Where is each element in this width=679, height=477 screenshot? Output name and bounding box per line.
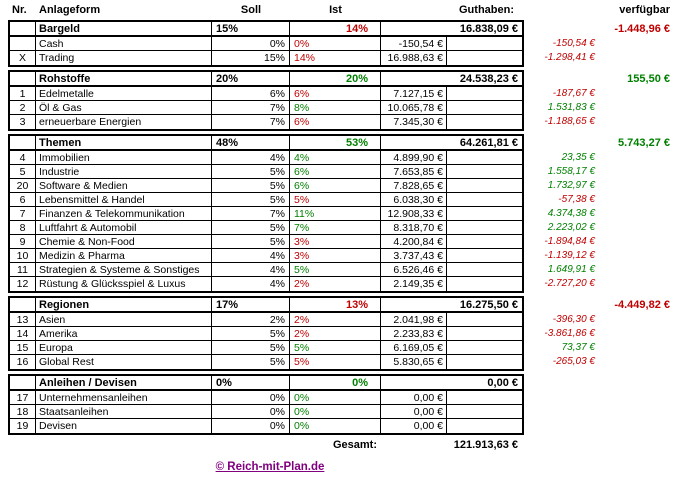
table-row — [10, 87, 522, 101]
section-ist: 20% — [290, 72, 381, 85]
row-nr: 2 — [10, 101, 36, 114]
row-spacer — [447, 405, 522, 418]
row-verfuegbar: -265,03 € — [552, 356, 595, 367]
row-guthaben: 4.899,90 € — [381, 151, 447, 164]
section-bargeld — [8, 20, 679, 67]
row-name: Öl & Gas — [36, 101, 212, 114]
row-name: Trading — [36, 51, 212, 65]
table-row — [10, 207, 522, 221]
row-verfuegbar — [524, 405, 679, 419]
row-name: Cash — [36, 37, 212, 50]
section-verfuegbar: 155,50 € — [627, 73, 670, 85]
row-verfuegbar: -57,38 € — [558, 194, 595, 205]
row-soll: 7% — [212, 115, 290, 129]
row-verfuegbar: 2.223,02 € — [547, 222, 595, 233]
header-anlageform: Anlageform — [39, 4, 101, 16]
row-soll: 0% — [212, 405, 290, 418]
total-row — [10, 438, 679, 452]
row-ist: 2% — [290, 277, 381, 291]
row-name: Immobilien — [36, 151, 212, 164]
row-name: Rüstung & Glücksspiel & Luxus — [36, 277, 212, 291]
row-ist: 2% — [290, 313, 381, 326]
row-guthaben: 3.737,43 € — [381, 249, 447, 262]
row-nr: 7 — [10, 207, 36, 220]
section-guthaben: 64.261,81 € — [459, 137, 518, 149]
section-title: Bargeld — [36, 22, 212, 35]
section-guthaben: 0,00 € — [487, 377, 518, 389]
row-verfuegbar: 1.732,97 € — [547, 180, 595, 191]
row-spacer — [447, 207, 522, 220]
row-name: Industrie — [36, 165, 212, 178]
row-verfuegbar — [524, 391, 679, 405]
row-name: Europa — [36, 341, 212, 354]
verfuegbar-column — [524, 134, 679, 293]
section-header-row — [10, 298, 522, 313]
row-spacer — [447, 313, 522, 326]
section-ist: 53% — [290, 136, 381, 149]
section-verfuegbar: -1.448,96 € — [614, 23, 670, 35]
section-verfuegbar: -4.449,82 € — [614, 299, 670, 311]
section-soll: 17% — [212, 298, 290, 311]
verfuegbar-column — [524, 374, 679, 435]
table-row — [10, 405, 522, 419]
row-verfuegbar: -1.188,65 € — [544, 116, 595, 127]
row-soll: 5% — [212, 355, 290, 369]
section-nr-cell — [10, 22, 36, 35]
row-spacer — [447, 341, 522, 354]
verfuegbar-column — [524, 70, 679, 131]
footer — [0, 461, 540, 473]
row-name: Lebensmittel & Handel — [36, 193, 212, 206]
row-name: Amerika — [36, 327, 212, 340]
row-soll: 5% — [212, 235, 290, 248]
row-soll: 0% — [212, 37, 290, 50]
row-verfuegbar: 4.374,38 € — [547, 208, 595, 219]
row-nr: 11 — [10, 263, 36, 276]
row-ist: 5% — [290, 341, 381, 354]
row-guthaben: 2.149,35 € — [381, 277, 447, 291]
section-verfuegbar: 5.743,27 € — [618, 137, 670, 149]
row-guthaben: 6.038,30 € — [381, 193, 447, 206]
section-nr-cell — [10, 72, 36, 85]
row-guthaben: 7.127,15 € — [381, 87, 447, 100]
row-verfuegbar: 1.558,17 € — [547, 166, 595, 177]
table-row — [10, 115, 522, 129]
row-spacer — [447, 235, 522, 248]
row-ist: 7% — [290, 221, 381, 234]
section-table — [8, 374, 524, 435]
row-verfuegbar: -1.894,84 € — [544, 236, 595, 247]
row-ist: 5% — [290, 263, 381, 276]
row-guthaben: 2.041,98 € — [381, 313, 447, 326]
row-guthaben: 5.830,65 € — [381, 355, 447, 369]
row-guthaben: 7.653,85 € — [381, 165, 447, 178]
section-guthaben: 16.275,50 € — [459, 299, 518, 311]
section-title: Rohstoffe — [36, 72, 212, 85]
row-soll: 5% — [212, 327, 290, 340]
row-spacer — [447, 277, 522, 291]
row-guthaben: 0,00 € — [381, 391, 447, 404]
table-row — [10, 263, 522, 277]
row-ist: 0% — [290, 37, 381, 50]
row-name: Finanzen & Telekommunikation — [36, 207, 212, 220]
section-soll: 0% — [212, 376, 290, 389]
table-row — [10, 327, 522, 341]
row-soll: 4% — [212, 263, 290, 276]
row-soll: 0% — [212, 391, 290, 404]
row-spacer — [447, 419, 522, 433]
row-nr: 15 — [10, 341, 36, 354]
row-ist: 2% — [290, 327, 381, 340]
row-soll: 5% — [212, 193, 290, 206]
verfuegbar-column — [524, 296, 679, 371]
row-verfuegbar: -2.727,20 € — [544, 278, 595, 289]
row-verfuegbar: 1.531,83 € — [547, 102, 595, 113]
row-soll: 4% — [212, 277, 290, 291]
row-spacer — [447, 165, 522, 178]
header-nr: Nr. — [12, 4, 27, 16]
section-title: Anleihen / Devisen — [36, 376, 212, 389]
row-spacer — [447, 37, 522, 50]
section-table — [8, 70, 524, 131]
section-guthaben: 16.838,09 € — [459, 23, 518, 35]
row-spacer — [447, 151, 522, 164]
row-ist: 3% — [290, 249, 381, 262]
row-guthaben: 0,00 € — [381, 405, 447, 418]
row-guthaben: 2.233,83 € — [381, 327, 447, 340]
row-nr: 1 — [10, 87, 36, 100]
row-spacer — [447, 249, 522, 262]
row-name: erneuerbare Energien — [36, 115, 212, 129]
table-row — [10, 355, 522, 369]
row-spacer — [447, 179, 522, 192]
row-nr: 12 — [10, 277, 36, 291]
row-soll: 7% — [212, 207, 290, 220]
row-name: Asien — [36, 313, 212, 326]
total-label: Gesamt: — [332, 439, 377, 451]
row-guthaben: 6.526,46 € — [381, 263, 447, 276]
section-nr-cell — [10, 376, 36, 389]
section-nr-cell — [10, 136, 36, 149]
header-verfuegbar: verfügbar — [619, 4, 670, 16]
row-verfuegbar: -396,30 € — [552, 314, 595, 325]
row-soll: 15% — [212, 51, 290, 65]
row-verfuegbar: 23,35 € — [561, 152, 595, 163]
table-row — [10, 193, 522, 207]
row-name: Software & Medien — [36, 179, 212, 192]
row-verfuegbar: -1.139,12 € — [544, 250, 595, 261]
row-ist: 11% — [290, 207, 381, 220]
row-guthaben: 12.908,33 € — [381, 207, 447, 220]
row-soll: 5% — [212, 341, 290, 354]
section-title: Themen — [36, 136, 212, 149]
row-spacer — [447, 51, 522, 65]
row-name: Luftfahrt & Automobil — [36, 221, 212, 234]
row-guthaben: 0,00 € — [381, 419, 447, 433]
row-soll: 2% — [212, 313, 290, 326]
section-ist: 13% — [290, 298, 381, 311]
row-ist: 6% — [290, 165, 381, 178]
header-ist: Ist — [329, 4, 342, 16]
row-soll: 4% — [212, 151, 290, 164]
row-nr: 6 — [10, 193, 36, 206]
row-soll: 6% — [212, 87, 290, 100]
section-rohstoffe — [8, 70, 679, 131]
row-nr: 9 — [10, 235, 36, 248]
row-nr: 8 — [10, 221, 36, 234]
table-row — [10, 37, 522, 51]
row-verfuegbar: 73,37 € — [561, 342, 595, 353]
table-row — [10, 391, 522, 405]
row-nr: 20 — [10, 179, 36, 192]
row-ist: 0% — [290, 405, 381, 418]
row-nr: 18 — [10, 405, 36, 418]
section-table — [8, 20, 524, 67]
row-ist: 8% — [290, 101, 381, 114]
section-soll: 20% — [212, 72, 290, 85]
section-soll: 15% — [212, 22, 290, 35]
row-ist: 6% — [290, 87, 381, 100]
section-title: Regionen — [36, 298, 212, 311]
table-row — [10, 313, 522, 327]
row-spacer — [447, 391, 522, 404]
table-row — [10, 277, 522, 291]
row-soll: 5% — [212, 179, 290, 192]
row-soll: 5% — [212, 221, 290, 234]
table-row — [10, 51, 522, 65]
row-nr: 14 — [10, 327, 36, 340]
row-nr: 16 — [10, 355, 36, 369]
table-row — [10, 235, 522, 249]
section-table — [8, 296, 524, 371]
total-value: 121.913,63 € — [453, 439, 518, 451]
section-ist: 0% — [290, 376, 381, 389]
row-name: Edelmetalle — [36, 87, 212, 100]
table-row — [10, 165, 522, 179]
row-guthaben: 4.200,84 € — [381, 235, 447, 248]
row-spacer — [447, 327, 522, 340]
table-row — [10, 221, 522, 235]
row-guthaben: 8.318,70 € — [381, 221, 447, 234]
table-row — [10, 101, 522, 115]
row-ist: 0% — [290, 419, 381, 433]
row-ist: 0% — [290, 391, 381, 404]
row-nr: X — [10, 51, 36, 65]
row-soll: 7% — [212, 101, 290, 114]
section-nr-cell — [10, 298, 36, 311]
row-ist: 6% — [290, 179, 381, 192]
row-ist: 4% — [290, 151, 381, 164]
column-header-row — [10, 3, 679, 18]
row-ist: 3% — [290, 235, 381, 248]
section-guthaben: 24.538,23 € — [459, 73, 518, 85]
row-ist: 5% — [290, 355, 381, 369]
section-soll: 48% — [212, 136, 290, 149]
row-name: Staatsanleihen — [36, 405, 212, 418]
row-spacer — [447, 193, 522, 206]
row-name: Chemie & Non-Food — [36, 235, 212, 248]
row-guthaben: 7.345,30 € — [381, 115, 447, 129]
row-spacer — [447, 115, 522, 129]
verfuegbar-column — [524, 20, 679, 67]
row-verfuegbar — [524, 419, 679, 433]
row-name: Global Rest — [36, 355, 212, 369]
row-soll: 5% — [212, 165, 290, 178]
row-guthaben: 6.169,05 € — [381, 341, 447, 354]
row-soll: 0% — [212, 419, 290, 433]
section-header-row — [10, 136, 522, 151]
row-soll: 4% — [212, 249, 290, 262]
row-verfuegbar: -187,67 € — [552, 88, 595, 99]
row-verfuegbar: 1.649,91 € — [547, 264, 595, 275]
table-row — [10, 419, 522, 433]
section-table — [8, 134, 524, 293]
row-nr: 5 — [10, 165, 36, 178]
section-themen — [8, 134, 679, 293]
row-guthaben: 7.828,65 € — [381, 179, 447, 192]
section-verfuegbar — [524, 376, 679, 391]
table-row — [10, 341, 522, 355]
row-verfuegbar: -150,54 € — [552, 38, 595, 49]
row-nr: 4 — [10, 151, 36, 164]
row-nr: 17 — [10, 391, 36, 404]
section-header-row — [10, 22, 522, 37]
row-guthaben: 16.988,63 € — [381, 51, 447, 65]
row-nr: 19 — [10, 419, 36, 433]
section-header-row — [10, 72, 522, 87]
row-nr: 3 — [10, 115, 36, 129]
row-name: Devisen — [36, 419, 212, 433]
row-nr: 10 — [10, 249, 36, 262]
row-spacer — [447, 221, 522, 234]
table-row — [10, 179, 522, 193]
table-row — [10, 249, 522, 263]
row-guthaben: -150,54 € — [381, 37, 447, 50]
row-ist: 5% — [290, 193, 381, 206]
section-regionen — [8, 296, 679, 371]
row-nr — [10, 37, 36, 50]
row-ist: 14% — [290, 51, 381, 65]
reich-mit-plan-link[interactable]: © Reich-mit-Plan.de — [215, 461, 325, 473]
row-spacer — [447, 355, 522, 369]
section-anleihen-devisen — [8, 374, 679, 435]
row-spacer — [447, 263, 522, 276]
row-verfuegbar: -3.861,86 € — [544, 328, 595, 339]
row-ist: 6% — [290, 115, 381, 129]
row-name: Unternehmensanleihen — [36, 391, 212, 404]
row-name: Strategien & Systeme & Sonstiges — [36, 263, 212, 276]
row-spacer — [447, 87, 522, 100]
row-name: Medizin & Pharma — [36, 249, 212, 262]
row-spacer — [447, 101, 522, 114]
header-soll: Soll — [240, 4, 262, 16]
row-guthaben: 10.065,78 € — [381, 101, 447, 114]
row-verfuegbar: -1.298,41 € — [544, 52, 595, 63]
section-header-row — [10, 376, 522, 391]
row-nr: 13 — [10, 313, 36, 326]
section-ist: 14% — [290, 22, 381, 35]
header-guthaben: Guthaben: — [459, 4, 514, 16]
table-row — [10, 151, 522, 165]
